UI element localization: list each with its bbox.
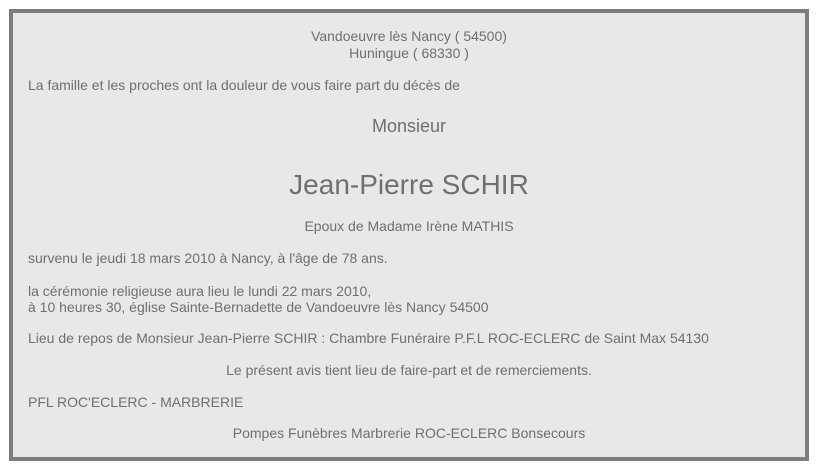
location-line-1: Vandoeuvre lès Nancy ( 54500) xyxy=(311,28,507,44)
notice-statement: Le présent avis tient lieu de faire-part et de remerciements. xyxy=(226,362,592,378)
deceased-name: Jean-Pierre SCHIR xyxy=(289,169,529,200)
resting-place: Lieu de repos de Monsieur Jean-Pierre SCHIR : Chambre Funéraire P.F.L ROC-ECLERC de Saint Max 54130 xyxy=(28,330,709,346)
death-info: survenu le jeudi 18 mars 2010 à Nancy, à l'âge de 78 ans. xyxy=(28,250,388,266)
obituary-notice xyxy=(9,9,809,461)
company-line-1: PFL ROC'ECLERC - MARBRERIE xyxy=(28,394,244,410)
intro-text: La famille et les proches ont la douleur de vous faire part du décès de xyxy=(28,77,460,93)
location-line-2: Huningue ( 68330 ) xyxy=(349,45,469,61)
salutation: Monsieur xyxy=(371,116,447,136)
company-line-2: Pompes Funèbres Marbrerie ROC-ECLERC Bonsecours xyxy=(232,425,586,441)
spouse-line: Epoux de Madame Irène MATHIS xyxy=(304,218,514,234)
ceremony-line-2: à 10 heures 30, église Sainte-Bernadette de Vandoeuvre lès Nancy 54500 xyxy=(28,299,489,315)
ceremony-line-1: la cérémonie religieuse aura lieu le lundi 22 mars 2010, xyxy=(28,283,372,299)
